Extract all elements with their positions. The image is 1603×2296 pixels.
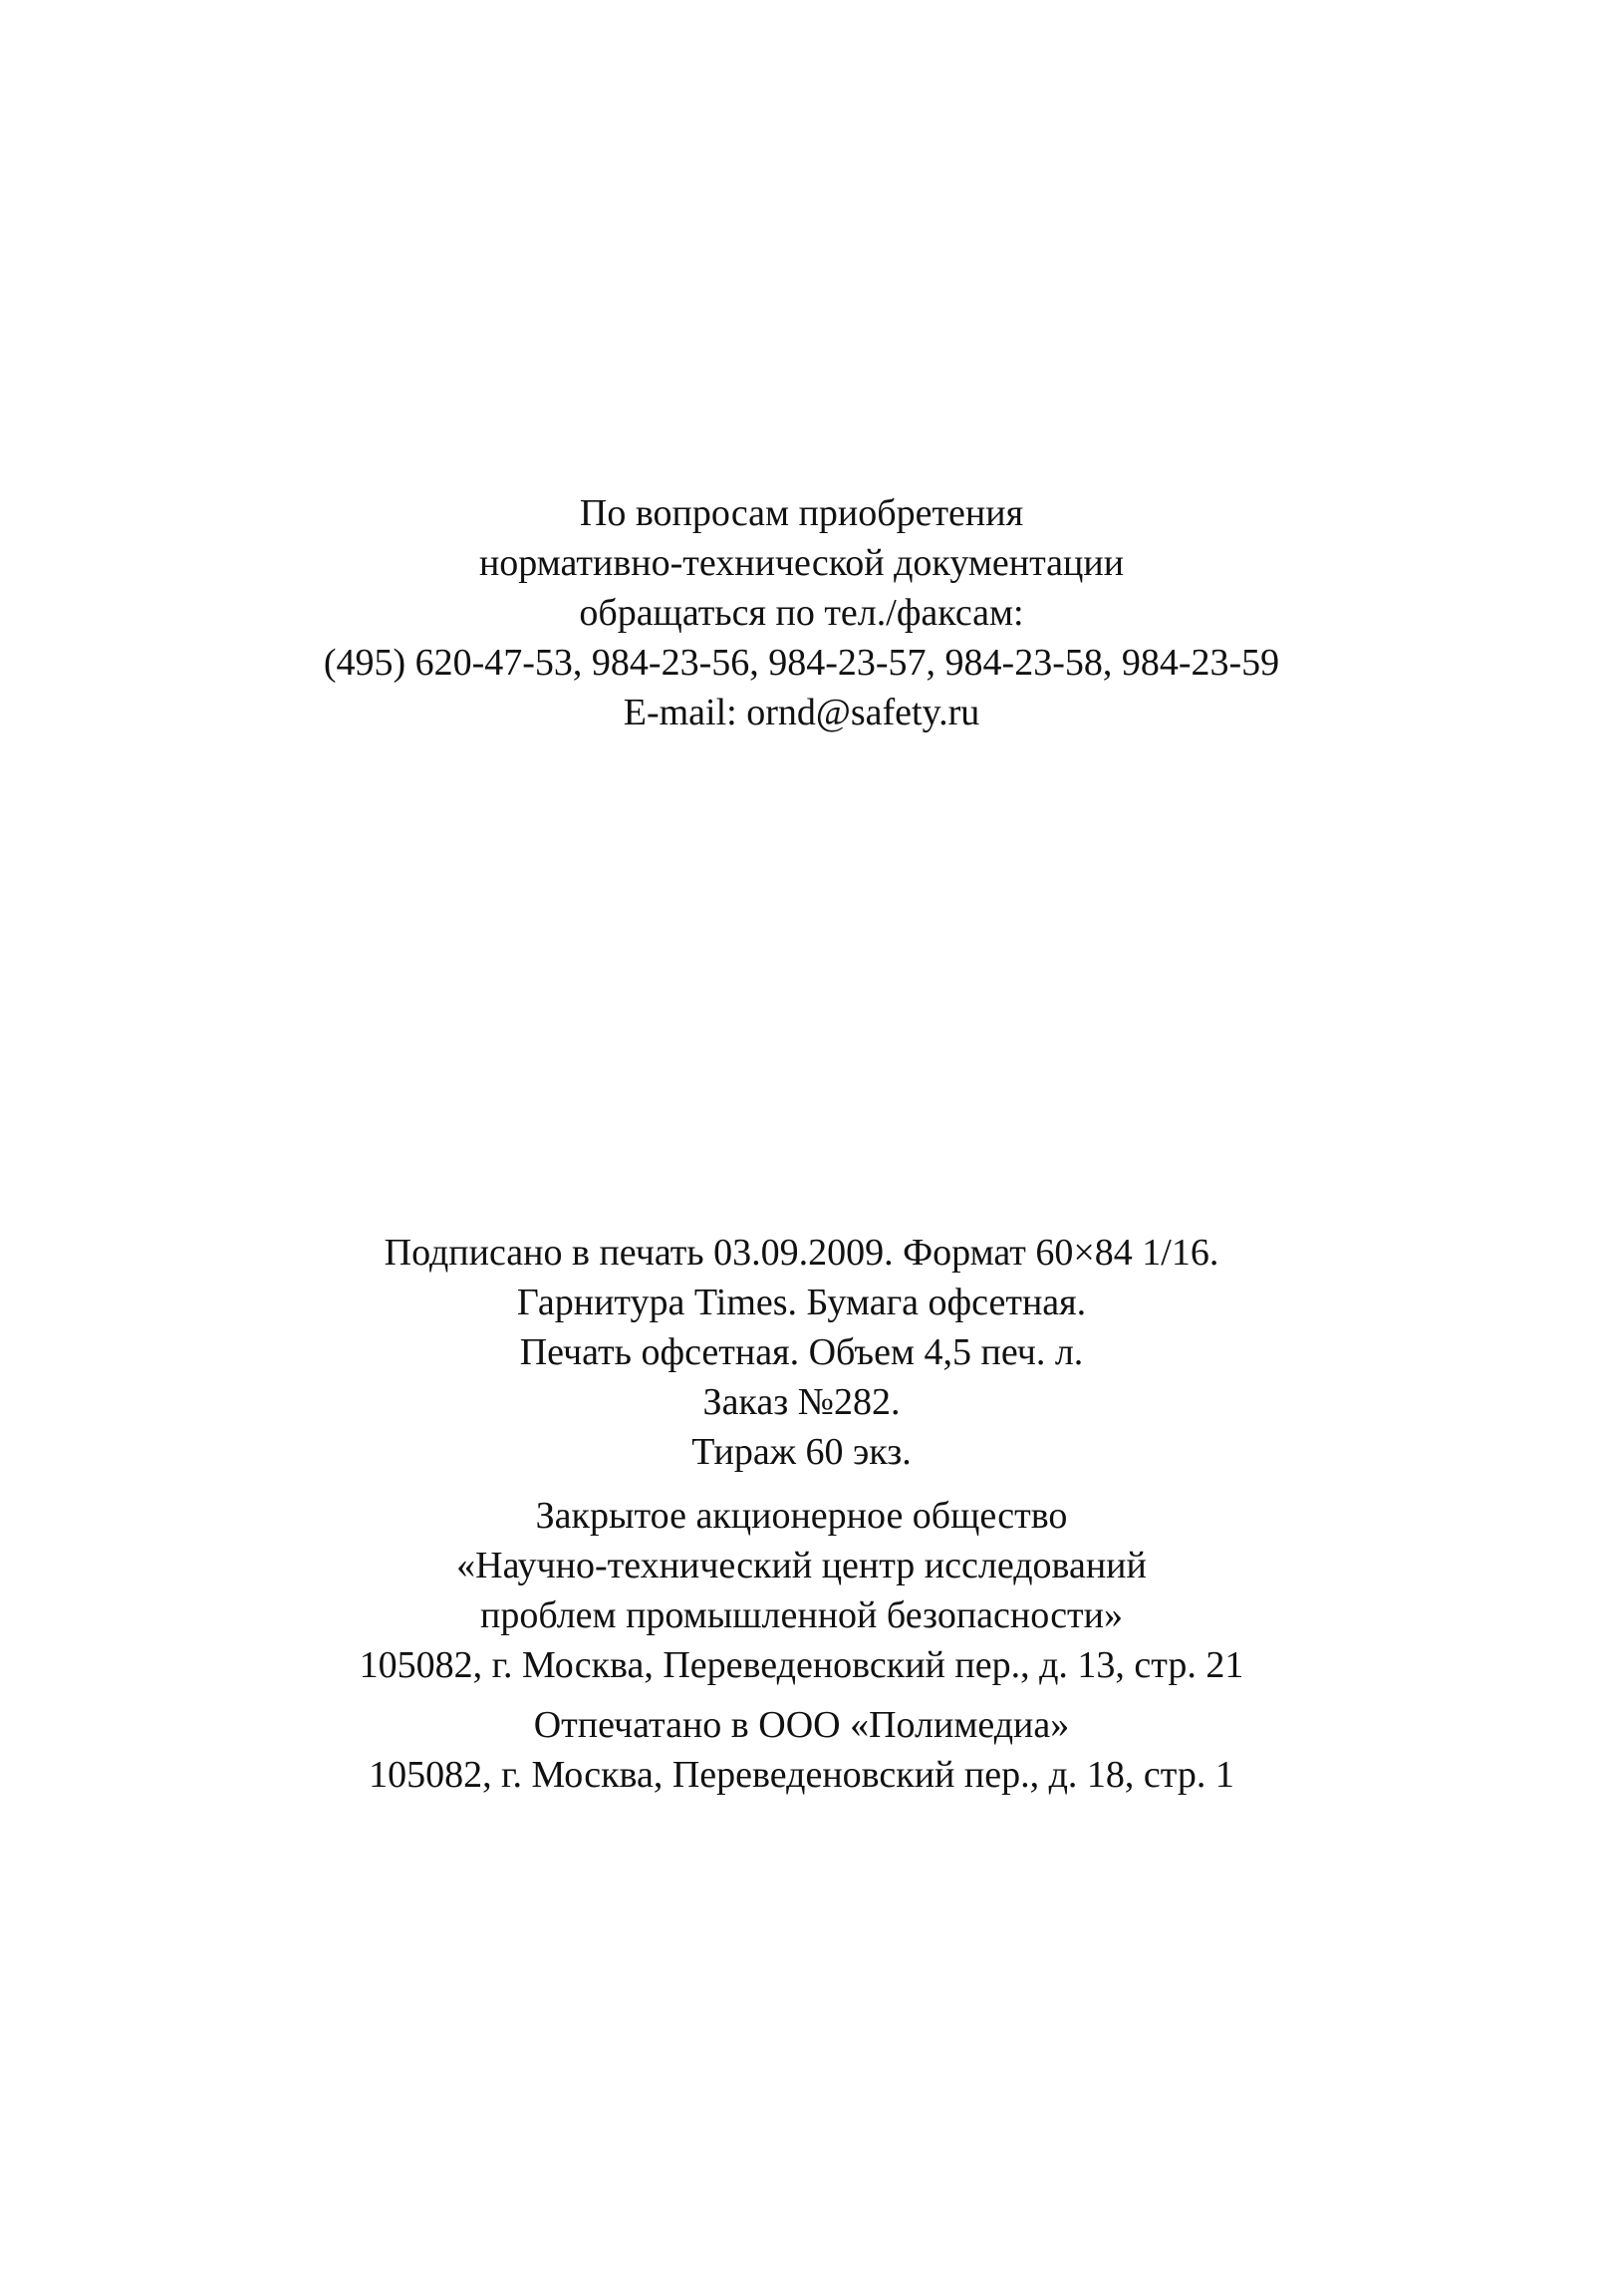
- imprint-printing-volume: Печать офсетная. Объем 4,5 печ. л.: [519, 1331, 1084, 1373]
- contacts-heading-line-1: По вопросам приобретения: [579, 492, 1024, 534]
- printer-block: [0, 1700, 1603, 1800]
- contacts-phone-numbers: (495) 620-47-53, 984-23-56, 984-23-57, 984-23-58, 984-23-59: [323, 642, 1280, 684]
- contacts-heading-line-2: нормативно-технической документации: [478, 542, 1125, 584]
- publisher-name-line-1: «Научно-технический центр исследований: [456, 1545, 1147, 1586]
- publisher-address: 105082, г. Москва, Переведеновский пер., д. 13, стр. 21: [359, 1644, 1244, 1686]
- imprint-signed-format: Подписано в печать 03.09.2009. Формат 60×84 1/16.: [384, 1232, 1219, 1274]
- imprint-block: [0, 1228, 1603, 1477]
- publisher-name-line-2: проблем промышленной безопасности»: [480, 1594, 1123, 1636]
- printer-name: Отпечатано в ООО «Полимедиа»: [533, 1704, 1070, 1746]
- publisher-block: [0, 1491, 1603, 1690]
- publisher-org-type: Закрытое акционерное общество: [535, 1495, 1068, 1537]
- contacts-block: [0, 488, 1603, 737]
- imprint-typeface-paper: Гарнитура Times. Бумага офсетная.: [516, 1282, 1087, 1323]
- printer-address: 105082, г. Москва, Переведеновский пер., д. 18, стр. 1: [369, 1754, 1234, 1796]
- imprint-print-run: Тираж 60 экз.: [691, 1431, 912, 1473]
- contacts-email: E-mail: ornd@safety.ru: [623, 692, 980, 733]
- imprint-order-number: Заказ №282.: [702, 1381, 901, 1423]
- contacts-heading-line-3: обращаться по тел./факсам:: [579, 592, 1024, 634]
